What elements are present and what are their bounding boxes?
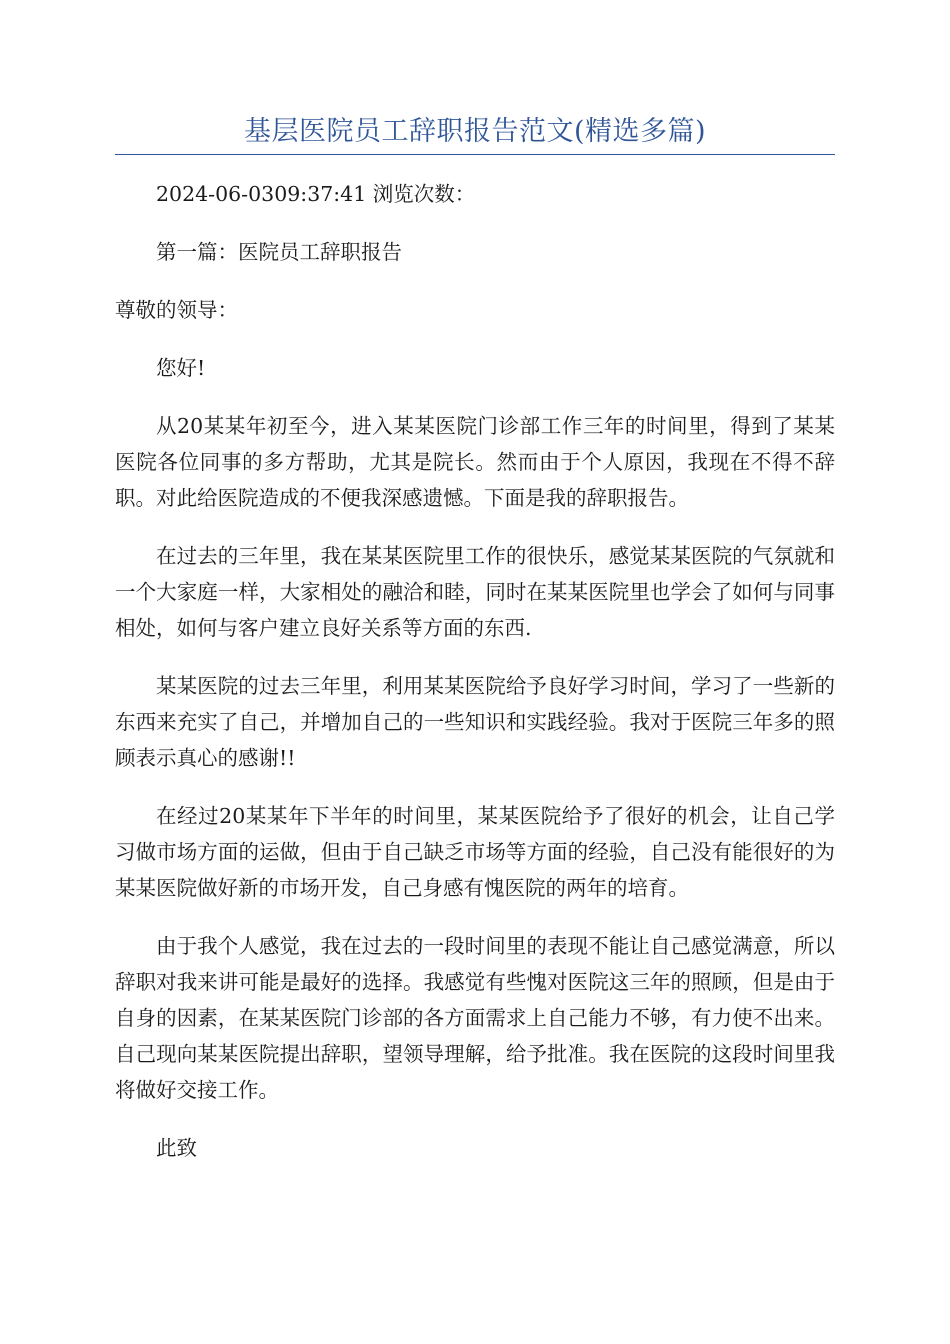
greeting: 您好! [156,356,206,380]
meta-line: 2024-06-0309:37:41 浏览次数： [156,182,476,206]
paragraph: 在过去的三年里，我在某某医院里工作的很快乐，感觉某某医院的气氛就和一个大家庭一样，大家相处的融洽和睦，同时在某某医院里也学会了如何与同事相处，如何与客户建立良好关系等方面的东西. [115,544,835,640]
title-underline [115,154,835,155]
section-title: 第一篇：医院员工辞职报告 [156,240,402,264]
paragraph: 由于我个人感觉，我在过去的一段时间里的表现不能让自己感觉满意，所以辞职对我来讲可能是最好的选择。我感觉有些愧对医院这三年的照顾，但是由于自身的因素，在某某医院门诊部的各方面需求上自己能力不够，有力使不出来。自己现向某某医院提出辞职，望领导理解，给予批准。我在医院的这段时间里我将做好交接工作。 [115,934,835,1102]
closing: 此致 [156,1136,197,1160]
paragraph: 某某医院的过去三年里，利用某某医院给予良好学习时间，学习了一些新的东西来充实了自己，并增加自己的一些知识和实践经验。我对于医院三年多的照顾表示真心的感谢!! [115,674,835,770]
document-body [115,176,835,1188]
paragraph: 从20某某年初至今，进入某某医院门诊部工作三年的时间里，得到了某某医院各位同事的多方帮助，尤其是院长。然而由于个人原因，我现在不得不辞职。对此给医院造成的不便我深感遗憾。下面是我的辞职报告。 [115,414,835,510]
salutation: 尊敬的领导： [115,298,238,322]
paragraph: 在经过20某某年下半年的时间里，某某医院给予了很好的机会，让自己学习做市场方面的运做，但由于自己缺乏市场等方面的经验，自己没有能很好的为某某医院做好新的市场开发，自己身感有愧医院的两年的培育。 [115,804,835,900]
document-title: 基层医院员工辞职报告范文(精选多篇) [243,116,707,147]
